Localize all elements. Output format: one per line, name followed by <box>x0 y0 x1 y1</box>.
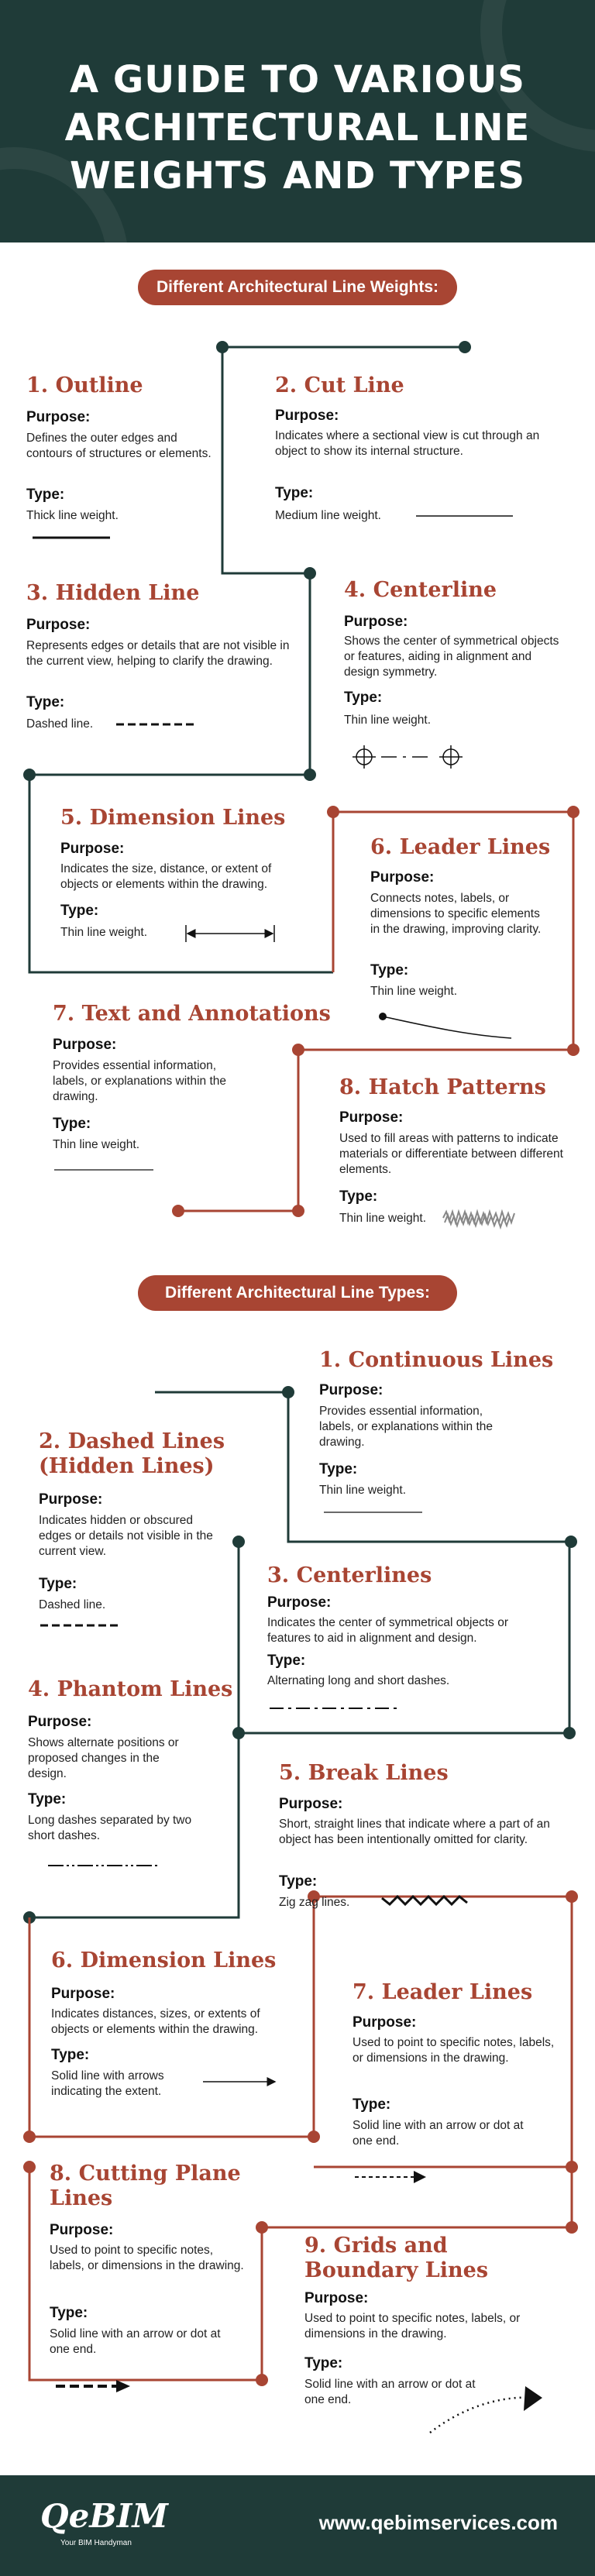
purpose-label: Purpose: <box>344 614 408 630</box>
type-label: Type: <box>339 1188 378 1205</box>
type-title-grids-boundary-lines: 9. Grids and Boundary Lines <box>304 2234 489 2282</box>
purpose-label: Purpose: <box>51 1986 115 2002</box>
type-label: Type: <box>60 903 99 919</box>
footer <box>0 2475 595 2576</box>
purpose-label: Purpose: <box>370 869 435 886</box>
qebim-logo: QeBIM <box>40 2497 168 2535</box>
type-title-leader-lines: 7. Leader Lines <box>353 1980 533 2004</box>
type-label: Type: <box>39 1576 77 1592</box>
purpose-label: Purpose: <box>304 2290 369 2306</box>
weight-purpose-outline: Defines the outer edges and contours of structures or elements. <box>26 432 212 460</box>
purpose-label: Purpose: <box>26 617 91 633</box>
type-label: Type: <box>344 690 383 706</box>
weight-title-outline: 1. Outline <box>26 373 143 397</box>
weights-banner: Different Architectural Line Weights: <box>138 270 457 305</box>
type-title-break-lines: 5. Break Lines <box>279 1761 449 1785</box>
purpose-label: Purpose: <box>267 1594 332 1611</box>
page-title: A GUIDE TO VARIOUS ARCHITECTURAL LINE WEIGHTS AND TYPES <box>64 58 531 198</box>
purpose-label: Purpose: <box>26 409 91 425</box>
weight-purpose-centerline: Shows the center of symmetrical objects or features, aiding in alignment and design symmetry. <box>344 635 559 679</box>
type-label: Type: <box>50 2305 88 2321</box>
weight-title-hatch-patterns: 8. Hatch Patterns <box>339 1075 546 1099</box>
type-title-continuous-lines: 1. Continuous Lines <box>319 1348 554 1372</box>
purpose-label: Purpose: <box>279 1796 343 1812</box>
type-label: Type: <box>26 694 65 710</box>
purpose-label: Purpose: <box>53 1037 117 1053</box>
weight-type-centerline: Thin line weight. <box>344 714 432 727</box>
type-title-dimension-lines: 6. Dimension Lines <box>51 1948 277 1972</box>
type-purpose-cutting-plane-lines: Used to point to specific notes, labels, or dimensions in the drawing. <box>50 2244 244 2272</box>
weight-type-hatch-patterns: Thin line weight. <box>339 1212 427 1225</box>
type-label: Type: <box>26 487 65 503</box>
weight-title-dimension-lines: 5. Dimension Lines <box>60 806 286 830</box>
weight-title-leader-lines: 6. Leader Lines <box>370 835 551 859</box>
weight-purpose-text-annotations: Provides essential information, labels, or explanations within the drawing. <box>53 1059 227 1103</box>
weight-type-cut-line: Medium line weight. <box>275 509 381 522</box>
type-purpose-dashed-lines: Indicates hidden or obscured edges or details not visible in the current view. <box>39 1514 213 1558</box>
purpose-label: Purpose: <box>275 408 339 424</box>
type-type-cutting-plane-lines: Solid line with an arrow or dot at one end. <box>50 2327 221 2356</box>
type-title-phantom-lines: 4. Phantom Lines <box>28 1677 233 1701</box>
type-label: Type: <box>279 1873 318 1890</box>
type-type-phantom-lines: Long dashes separated by two short dashes. <box>28 1814 192 1842</box>
purpose-label: Purpose: <box>60 841 125 857</box>
type-purpose-phantom-lines: Shows alternate positions or proposed changes in the design. <box>28 1736 179 1780</box>
type-purpose-centerlines: Indicates the center of symmetrical objects or features to aid in alignment and design. <box>267 1616 508 1645</box>
type-label: Type: <box>53 1116 91 1132</box>
type-type-dashed-lines: Dashed line. <box>39 1598 106 1611</box>
weight-purpose-hidden-line: Represents edges or details that are not visible in the current view, helping to clarify the drawing. <box>26 639 290 668</box>
purpose-label: Purpose: <box>353 2014 417 2031</box>
type-title-centerlines: 3. Centerlines <box>267 1563 432 1587</box>
purpose-label: Purpose: <box>319 1382 383 1398</box>
type-label: Type: <box>51 2047 90 2063</box>
weight-type-text-annotations: Thin line weight. <box>53 1138 140 1151</box>
type-purpose-dimension-lines: Indicates distances, sizes, or extents of objects or elements within the drawing. <box>51 2007 260 2036</box>
type-type-continuous-lines: Thin line weight. <box>319 1484 407 1497</box>
type-title-cutting-plane-lines: 8. Cutting Plane Lines <box>50 2162 241 2210</box>
purpose-label: Purpose: <box>339 1109 404 1126</box>
weight-title-cut-line: 2. Cut Line <box>275 373 404 397</box>
type-label: Type: <box>28 1791 67 1807</box>
types-banner: Different Architectural Line Types: <box>138 1275 457 1311</box>
type-type-leader-lines: Solid line with an arrow or dot at one end. <box>353 2119 524 2148</box>
weight-purpose-leader-lines: Connects notes, labels, or dimensions to specific elements in the drawing, improving clarity. <box>370 892 542 936</box>
weight-type-leader-lines: Thin line weight. <box>370 985 458 998</box>
website-link[interactable]: www.qebimservices.com <box>318 2511 558 2534</box>
type-type-dimension-lines: Solid line with arrows indicating the extent. <box>51 2069 164 2098</box>
type-type-break-lines: Zig zag lines. <box>279 1896 350 1909</box>
type-purpose-break-lines: Short, straight lines that indicate where a part of an object has been intentionally omitted for clarity. <box>279 1818 550 1846</box>
type-label: Type: <box>353 2096 391 2113</box>
type-purpose-grids-boundary-lines: Used to point to specific notes, labels, or dimensions in the drawing. <box>304 2312 521 2340</box>
purpose-label: Purpose: <box>28 1714 92 1730</box>
logo-tagline: Your BIM Handyman <box>60 2539 132 2547</box>
type-label: Type: <box>275 485 314 501</box>
weight-title-centerline: 4. Centerline <box>344 578 497 602</box>
type-type-grids-boundary-lines: Solid line with an arrow or dot at one end. <box>304 2378 476 2406</box>
type-type-centerlines: Alternating long and short dashes. <box>267 1674 450 1687</box>
type-purpose-leader-lines: Used to point to specific notes, labels, or dimensions in the drawing. <box>353 2036 555 2065</box>
weight-purpose-dimension-lines: Indicates the size, distance, or extent of objects or elements within the drawing. <box>60 862 272 891</box>
purpose-label: Purpose: <box>39 1491 103 1508</box>
weight-purpose-hatch-patterns: Used to fill areas with patterns to indicate materials or differentiate between different elements. <box>339 1132 563 1176</box>
type-title-dashed-lines: 2. Dashed Lines (Hidden Lines) <box>39 1429 225 1478</box>
type-label: Type: <box>370 962 409 978</box>
purpose-label: Purpose: <box>50 2222 114 2238</box>
type-label: Type: <box>304 2355 343 2371</box>
weight-title-text-annotations: 7. Text and Annotations <box>53 1002 331 1026</box>
weight-type-hidden-line: Dashed line. <box>26 717 94 731</box>
weight-purpose-cut-line: Indicates where a sectional view is cut through an object to show its internal structure. <box>275 429 540 458</box>
type-label: Type: <box>267 1653 306 1669</box>
weight-type-dimension-lines: Thin line weight. <box>60 926 148 939</box>
type-purpose-continuous-lines: Provides essential information, labels, or explanations within the drawing. <box>319 1405 494 1449</box>
weight-title-hidden-line: 3. Hidden Line <box>26 581 200 605</box>
type-label: Type: <box>319 1461 358 1477</box>
weight-type-outline: Thick line weight. <box>26 509 119 522</box>
